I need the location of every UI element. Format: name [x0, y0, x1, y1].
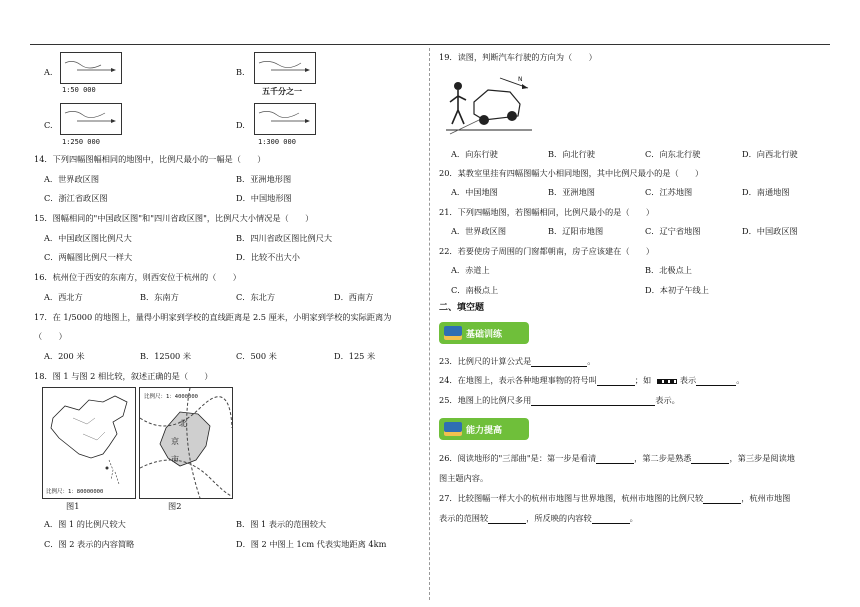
q24-text: 24．在地图上，表示各种地理事物的符号叫: [439, 375, 597, 385]
badge-ability-improvement-label: 能力提高: [466, 425, 503, 436]
q15-option-b: B．四川省政区图比例尺大: [236, 233, 333, 243]
q26-blank-1[interactable]: [596, 454, 634, 464]
q22-option-b: B．北极点上: [645, 265, 692, 275]
q26-blank-2[interactable]: [691, 454, 729, 464]
q21-option-d: D．中国政区图: [742, 226, 798, 236]
q21-option-a: A．世界政区图: [451, 226, 507, 236]
q18-figure2-char-3: 市: [171, 455, 179, 464]
q20-option-a: A．中国地图: [451, 187, 498, 197]
q26-end: ，第三步是阅读地: [729, 453, 795, 463]
q26-mid: ，第二步是熟悉: [634, 453, 692, 463]
q24-blank-1[interactable]: [597, 376, 635, 386]
q14-option-d: D．中国地形图: [236, 193, 292, 203]
books-icon: [444, 326, 462, 340]
q13-option-d-scale: 1:300 000: [258, 138, 296, 146]
q18-option-d: D．图 2 中图上 1cm 代表实地距离 4km: [236, 539, 387, 549]
q27-line2: [439, 513, 638, 524]
q24-end: 。: [736, 375, 745, 385]
q13-option-b-label: B.: [236, 67, 245, 77]
q14-option-a: A．世界政区图: [44, 174, 100, 184]
q22-option-a: A．赤道上: [451, 265, 490, 275]
header-rule: [30, 44, 830, 45]
q18-option-a: A．图 1 的比例尺较大: [44, 519, 126, 529]
q27-blank-1[interactable]: [703, 494, 741, 504]
q17-option-a: A．200 米: [44, 351, 85, 361]
q25-end: 表示。: [655, 395, 680, 405]
q27-mid: ，所反映的内容较: [526, 513, 592, 523]
q18-figure2-beijing-map: [139, 387, 233, 499]
q27-end-2: 。: [629, 513, 638, 523]
q27-end-1: ，杭州市地图: [741, 493, 791, 503]
q18-figure2-caption: 图2: [168, 501, 182, 511]
q18-figure2-char-1: 北: [179, 419, 187, 428]
railway-symbol-icon: [657, 379, 677, 384]
q18-option-b: B．图 1 表示的范围较大: [236, 519, 327, 529]
q23-text: 23．比例尺的计算公式是: [439, 356, 532, 366]
q23-blank[interactable]: [531, 357, 587, 367]
q25-blank[interactable]: [531, 396, 655, 406]
q15-option-c: C．两幅图比例尺一样大: [44, 252, 133, 262]
q17-option-d: D．125 米: [334, 351, 376, 361]
q16-option-d: D．西南方: [334, 292, 374, 302]
q13-option-a-map: [60, 52, 122, 84]
badge-basic-training-label: 基础训练: [466, 329, 503, 340]
q14-stem: 14．下列四幅图幅相同的地图中，比例尺最小的一幅是（ ）: [34, 154, 266, 164]
q27-text: 27．比较图幅一样大小的杭州市地图与世界地图，杭州市地图的比例尺较: [439, 493, 704, 503]
q19-option-d: D．向西北行驶: [742, 149, 798, 159]
q13-option-b-map: [254, 52, 316, 84]
q27-blank-2[interactable]: [488, 514, 526, 524]
q24-blank-2[interactable]: [696, 376, 736, 386]
q18-figure2-char-2: 京: [171, 437, 179, 446]
q20-option-b: B．亚洲地图: [548, 187, 595, 197]
books-icon: [444, 422, 462, 436]
q25-text: 25．地图上的比例尺多用: [439, 395, 532, 405]
q26-text: 26．阅读地形的"三部曲"是：第一步是看清: [439, 453, 597, 463]
q25: [439, 395, 680, 406]
q22-option-c: C．南极点上: [451, 285, 499, 295]
q14-option-b: B．亚洲地形图: [236, 174, 292, 184]
q17-stem-line1: 17．在 1/5000 的地图上，量得小明家到学校的直线距离是 2.5 厘米，小明家到学校的实际距离为: [34, 312, 392, 322]
q17-option-c: C．500 米: [236, 351, 277, 361]
q13-option-d-label: D.: [236, 120, 245, 130]
q18-stem: 18．图 1 与图 2 相比较，叙述正确的是（ ）: [34, 371, 213, 381]
q19-illustration-car: [444, 68, 534, 136]
q22-option-d: D．本初子午线上: [645, 285, 709, 295]
q13-option-b-scale: 五千分之一: [262, 86, 302, 96]
q26-line1: [439, 453, 795, 464]
q24-mid2: 表示: [679, 375, 697, 385]
q26-line2: 图主题内容。: [439, 473, 489, 483]
badge-ability-improvement: [439, 418, 529, 440]
q23: [439, 356, 596, 367]
q18-figure1-caption: 图1: [66, 501, 80, 511]
q20-stem: 20．某教室里挂有四幅图幅大小相同地图，其中比例尺最小的是（ ）: [439, 168, 704, 178]
q24-mid: ；如: [634, 375, 652, 385]
q13-option-d-map: [254, 103, 316, 135]
q19-option-b: B．向北行驶: [548, 149, 595, 159]
q19-option-a: A．向东行驶: [451, 149, 498, 159]
q20-option-d: D．南通地图: [742, 187, 790, 197]
section-fill-in-heading: 二、填空题: [439, 303, 485, 313]
column-divider: [429, 48, 430, 600]
q21-stem: 21．下列四幅地图，若图幅相同，比例尺最小的是（ ）: [439, 207, 655, 217]
q16-option-c: C．东北方: [236, 292, 276, 302]
q27-line1: [439, 493, 790, 504]
q19-stem: 19．读图，判断汽车行驶的方向为（ ）: [439, 52, 597, 62]
q17-stem-line2: （ ）: [34, 331, 67, 341]
q22-stem: 22．若要使房子周围的门窗都朝南，房子应该建在（ ）: [439, 246, 655, 256]
q16-option-b: B．东南方: [140, 292, 179, 302]
q27-blank-3[interactable]: [592, 514, 630, 524]
q18-figure2-scale: 比例尺：1：4000000: [144, 394, 198, 400]
q15-stem: 15．图幅相同的"中国政区图"和"四川省政区图"，比例尺大小情况是（ ）: [34, 213, 314, 223]
q14-option-c: C．浙江省政区图: [44, 193, 108, 203]
q16-stem: 16．杭州位于西安的东南方，则西安位于杭州的（ ）: [34, 272, 241, 282]
q18-figure1-china-map: [42, 387, 136, 499]
q23-end: 。: [587, 356, 596, 366]
q13-option-c-label: C.: [44, 120, 53, 130]
q18-option-c: C．图 2 表示的内容简略: [44, 539, 135, 549]
q27-text-2: 表示的范围较: [439, 513, 489, 523]
q13-option-a-label: A.: [44, 67, 53, 77]
q13-option-c-scale: 1:250 000: [62, 138, 100, 146]
q18-figure1-scale: 比例尺：1：80000000: [46, 489, 104, 495]
badge-basic-training: [439, 322, 529, 344]
q21-option-b: B．辽阳市地图: [548, 226, 604, 236]
q20-option-c: C．江苏地图: [645, 187, 693, 197]
q16-option-a: A．西北方: [44, 292, 83, 302]
q15-option-a: A．中国政区图比例尺大: [44, 233, 132, 243]
q24: [439, 375, 744, 386]
q15-option-d: D．比较不出大小: [236, 252, 300, 262]
q13-option-c-map: [60, 103, 122, 135]
q17-option-b: B．12500 米: [140, 351, 192, 361]
q19-option-c: C．向东北行驶: [645, 149, 701, 159]
q21-option-c: C．辽宁省地图: [645, 226, 701, 236]
q13-option-a-scale: 1:50 000: [62, 86, 96, 94]
q19-north-label: N: [518, 76, 523, 83]
